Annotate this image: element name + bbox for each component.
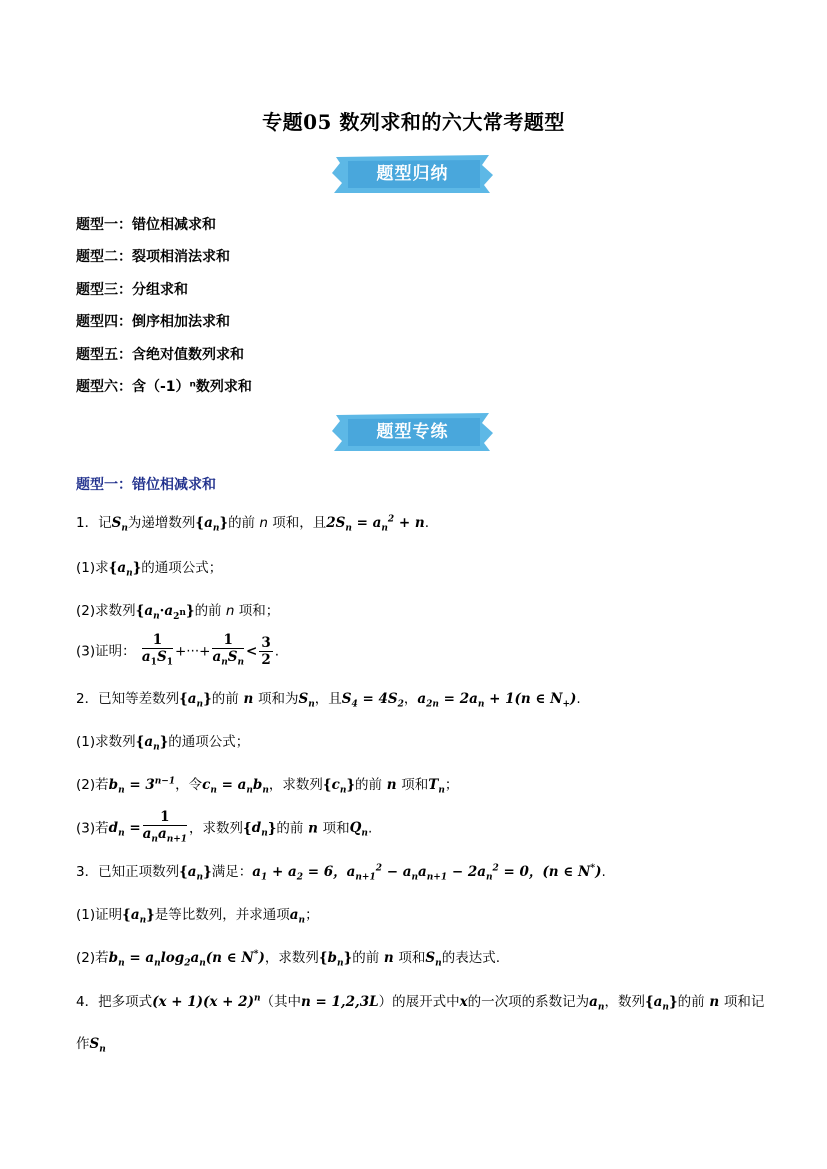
problem-3-q2: (2)若$b_n = a_n\log_2a_n(n$ ∈ N*)，求数列$\{b_n\}$的前 n 项和$S_n$的表达式. <box>76 949 501 969</box>
problem-3-q1: (1)证明$\{a_n\}$是等比数列，并求通项$a_n$； <box>76 907 319 926</box>
problem-1-stem: 1．记$S_n$为递增数列$\{a_n\}$的前 n 项和，且$2S_n = a_n^2 + n$. <box>76 514 430 534</box>
page-title: 专题05 数列求和的六大常考题型 <box>262 110 565 134</box>
category-item: 题型二：裂项相消法求和 <box>76 249 230 265</box>
category-item: 题型六：含（-1）ⁿ数列求和 <box>76 379 252 395</box>
problem-4-stem-cont: 作$S_n$ <box>76 1036 106 1055</box>
problem-3-stem: 3．已知正项数列$\{a_n\}$满足：$a_1 + a_2 = 6$，$a_{n+1}^2 - a_na_{n+1} - 2a_n^2 = 0$，(n ∈ N*). <box>76 863 606 883</box>
category-item: 题型一：错位相减求和 <box>76 217 216 233</box>
category-item: 题型五：含绝对值数列求和 <box>76 347 244 363</box>
practice-banner-label: 题型专练 <box>376 422 449 442</box>
category-item: 题型三：分组求和 <box>76 282 188 298</box>
problem-1-q3: (3)证明： $\frac{1}{a_1S_1}$ +···+ $\frac{1}{a_nS_n}$ < $\frac{3}{2}$ . <box>76 632 280 668</box>
problem-1-q2: (2)求数列$\{a_n\cdot a_{2^n}\}$的前 n 项和； <box>76 603 280 622</box>
summary-banner-label: 题型归纳 <box>376 164 449 184</box>
problem-2-q2: (2)若$b_n = 3^{n-1}$，令$c_n = a_nb_n$，求数列$\{c_n\}$的前 n 项和$T_n$； <box>76 776 459 796</box>
section-heading: 题型一：错位相减求和 <box>76 477 216 493</box>
practice-banner <box>330 411 495 453</box>
problem-2-q3: (3)若$d_n$ = $\frac{1}{a_na_{n+1}}$ ，求数列$\{d_n\}$的前 n 项和$Q_n$. <box>76 809 373 845</box>
category-item: 题型四：倒序相加法求和 <box>76 314 230 330</box>
problem-2-q1: (1)求数列$\{a_n\}$的通项公式； <box>76 734 250 753</box>
summary-banner <box>330 153 495 195</box>
problem-1-q1: (1)求$\{a_n\}$的通项公式； <box>76 560 223 579</box>
problem-4-stem: 4．把多项式$(x + 1)(x + 2)^n$（其中n = 1,2,3L）的展开式中x的一次项的系数记为$a_n$，数列$\{a_n\}$的前 n 项和记 <box>76 993 765 1013</box>
problem-2-stem: 2．已知等差数列$\{a_n\}$的前 n 项和为$S_n$，且$S_4 = 4S_2$，$a_{2n} = 2a_n + 1(n$ ∈ $N_+$). <box>76 691 581 710</box>
